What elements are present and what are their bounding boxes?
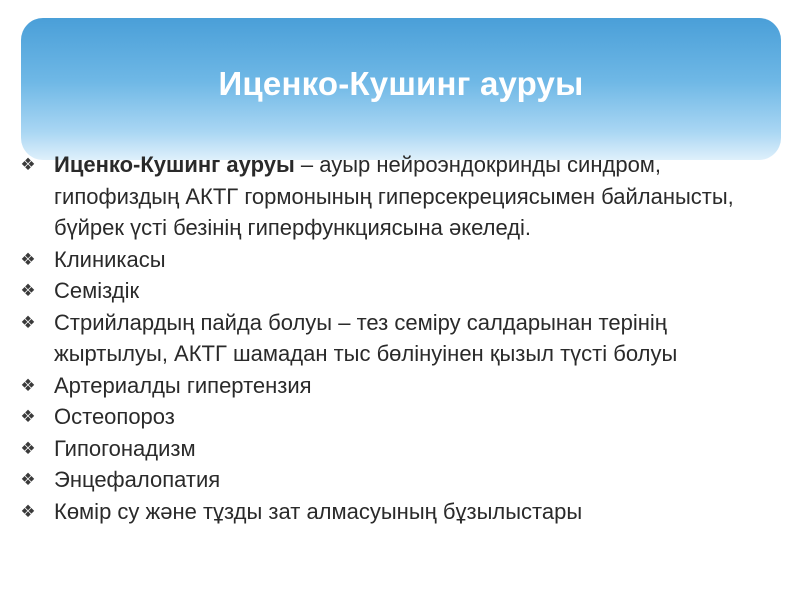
title-banner xyxy=(21,18,781,160)
bullet-text: Энцефалопатия xyxy=(54,467,221,492)
diamond-bullet-icon: ❖ xyxy=(20,281,36,300)
bullet-item-hypertension xyxy=(14,370,774,402)
bullet-item-obesity xyxy=(14,275,774,307)
bullet-item-clinic xyxy=(14,244,774,276)
bullet-item-encephalopathy xyxy=(14,464,774,496)
bullet-item-metabolism xyxy=(14,496,774,528)
bullet-text: Стрийлардың пайда болуы – тез семіру салдарынан терінің жыртылуы, АКТГ шамадан тыс бөлінуінен қызыл түсті болуы xyxy=(54,309,678,366)
diamond-bullet-icon: ❖ xyxy=(20,155,36,174)
bullet-item-hypogonadism xyxy=(14,433,774,465)
bullet-item-osteoporosis xyxy=(14,401,774,433)
bullet-item-striae xyxy=(14,307,774,370)
slide-content xyxy=(14,149,774,527)
bullet-text: Клиникасы xyxy=(54,246,166,272)
bullet-text: Остеопороз xyxy=(54,404,175,429)
diamond-bullet-icon: ❖ xyxy=(20,470,36,489)
bullet-text: Артериалды гипертензия xyxy=(54,372,312,398)
bullet-item-definition xyxy=(14,149,774,244)
bullet-list xyxy=(14,149,774,527)
diamond-bullet-icon: ❖ xyxy=(20,249,36,269)
bullet-text: Көмір су және тұзды зат алмасуының бұзылыстары xyxy=(54,498,583,524)
diamond-bullet-icon: ❖ xyxy=(20,375,36,395)
bullet-text: Гипогонадизм xyxy=(54,435,196,461)
diamond-bullet-icon: ❖ xyxy=(20,407,36,426)
slide-title: Иценко-Кушинг ауруы xyxy=(218,65,584,102)
bullet-term: Иценко-Кушинг ауруы xyxy=(54,152,295,177)
bullet-text: Семіздік xyxy=(54,278,140,303)
bullet-text: – ауыр нейроэндокринды синдром, гипофиздың АКТГ гормонының гиперсекрециясымен байланысты, бүйрек үсті безінің гиперфункциясына әкеледі. xyxy=(54,152,734,240)
diamond-bullet-icon: ❖ xyxy=(20,438,36,458)
diamond-bullet-icon: ❖ xyxy=(20,501,36,521)
diamond-bullet-icon: ❖ xyxy=(20,312,36,332)
